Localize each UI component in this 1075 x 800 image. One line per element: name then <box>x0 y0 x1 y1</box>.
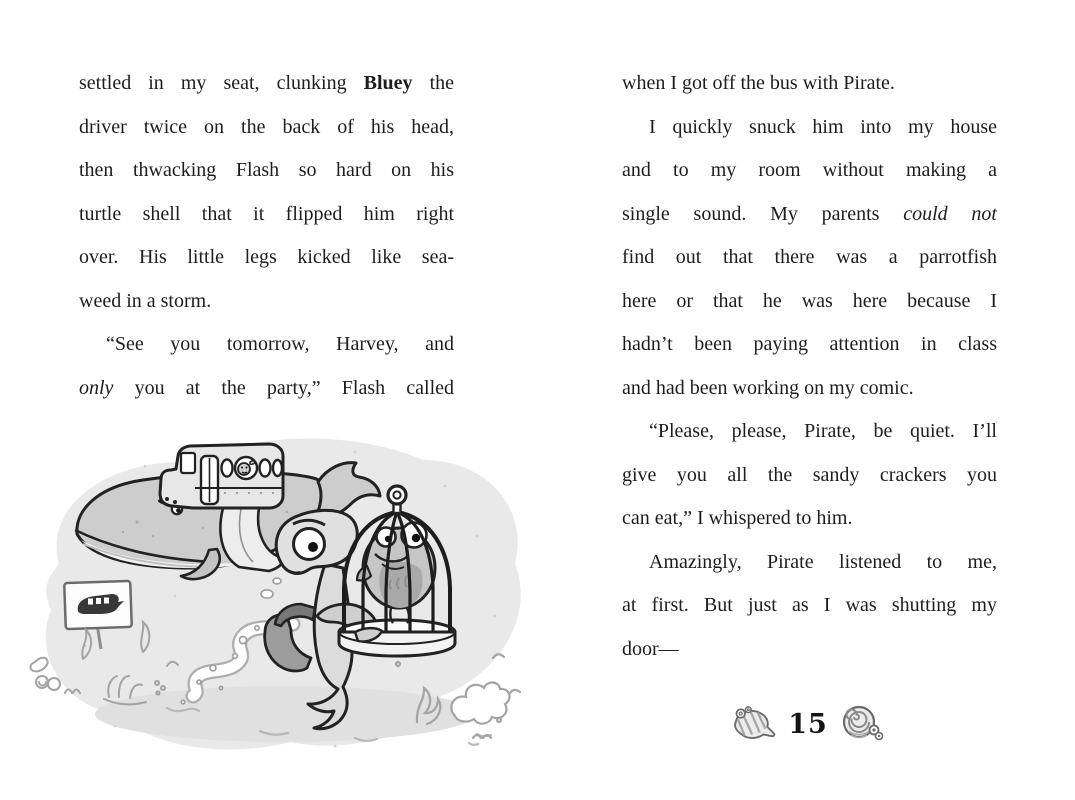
text-line: I quickly snuck him into my house <box>649 115 997 138</box>
school-bus <box>160 444 283 508</box>
text-line: over. His little legs kicked like sea- <box>79 246 454 268</box>
page-number: 15 <box>788 708 828 740</box>
text-line: here or that he was here because I <box>622 289 997 312</box>
text-line: and had been working on my comic. <box>622 376 914 399</box>
text-line: settled in my seat, clunking Bluey the <box>79 72 455 94</box>
cage-ring <box>388 486 406 504</box>
illustration <box>25 416 537 768</box>
footer-page-number <box>718 694 898 754</box>
text-line: single sound. My parents could not <box>622 202 997 225</box>
text-line: turtle shell that it flipped him right <box>79 202 454 225</box>
text-line: at first. But just as I was shutting my <box>622 594 997 616</box>
text-line: find out that there was a parrotfish <box>622 246 997 268</box>
text-line: can eat,” I whispered to him. <box>622 507 853 529</box>
underwater-scene-illustration <box>25 416 537 768</box>
text-line: “See you tomorrow, Harvey, and <box>106 333 454 355</box>
text-line: weed in a storm. <box>79 289 212 312</box>
text-line: only you at the party,” Flash called <box>79 376 454 399</box>
conch-shell-icon <box>731 705 777 743</box>
left-page-text <box>79 62 454 410</box>
snail-shell-icon <box>839 703 885 745</box>
right-page-text <box>622 62 997 671</box>
bus-window <box>260 460 271 477</box>
text-line: driver twice on the back of his head, <box>79 115 454 138</box>
text-line: door— <box>622 637 679 660</box>
text-line: “Please, please, Pirate, be quiet. I’ll <box>649 420 997 442</box>
text-line: give you all the sandy crackers you <box>622 463 997 486</box>
text-line: then thwacking Flash so hard on his <box>79 159 454 181</box>
bus-window <box>273 460 282 476</box>
bus-windshield <box>181 453 195 473</box>
bus-window <box>222 460 233 477</box>
text-line: Amazingly, Pirate listened to me, <box>649 550 997 573</box>
text-line: hadn’t been paying attention in class <box>622 333 997 355</box>
text-line: and to my room without making a <box>622 159 997 181</box>
text-line: when I got off the bus with Pirate. <box>622 72 895 94</box>
